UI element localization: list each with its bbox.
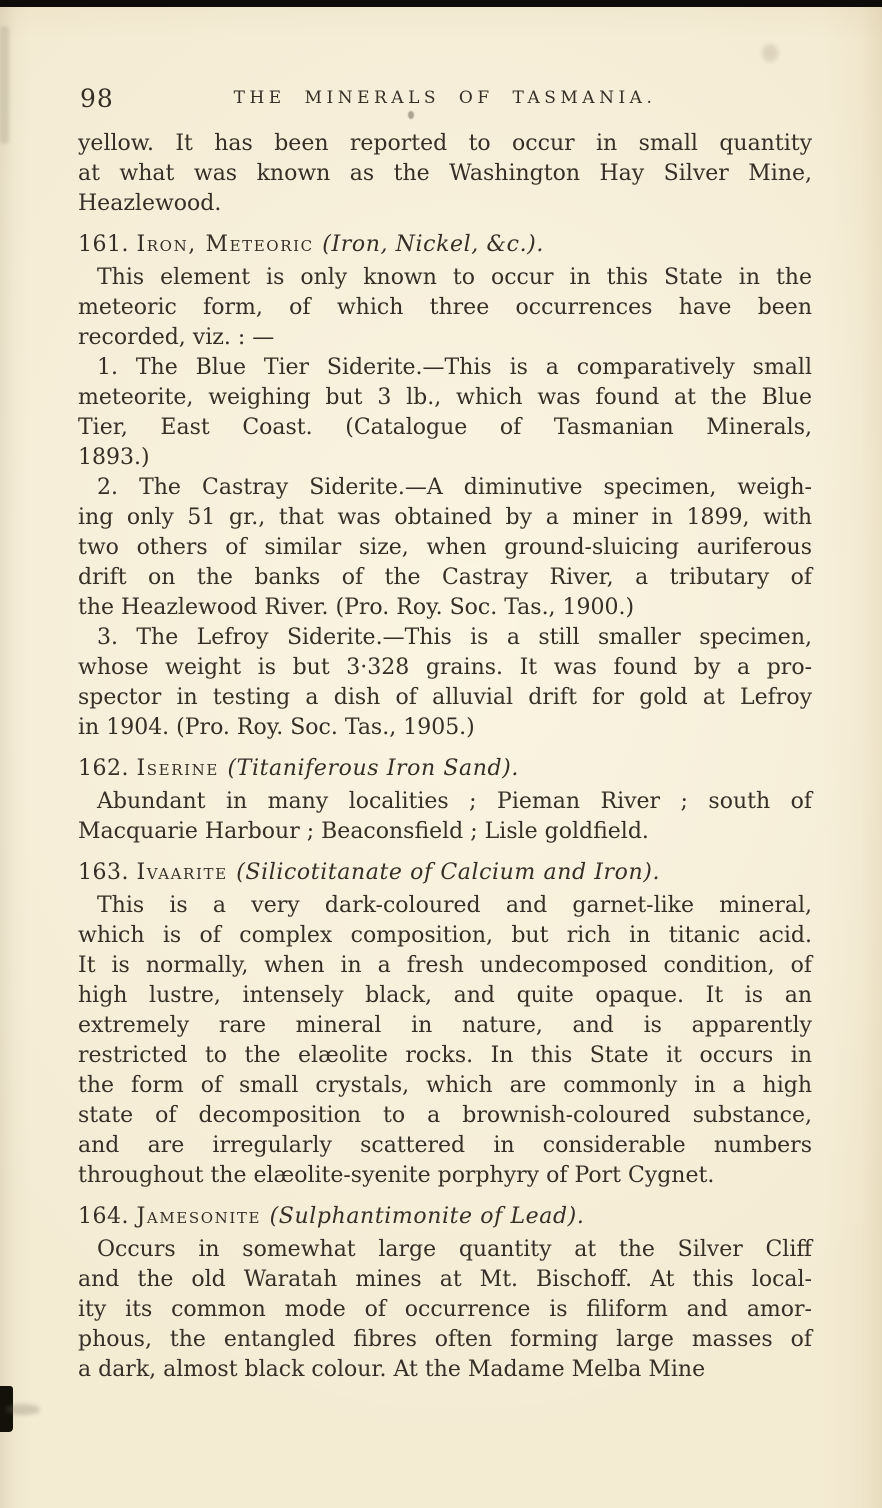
mineral-qualifier: (Titaniferous Iron Sand). — [227, 756, 519, 781]
text-line: drift on the banks of the Castray River, a tributary of — [78, 565, 812, 590]
paragraph — [78, 473, 812, 623]
page-body — [78, 129, 812, 1385]
section-number: 161. — [78, 232, 137, 257]
mineral-qualifier: (Silicotitanate of Calcium and Iron). — [236, 860, 661, 885]
text-line: Tier, East Coast. (Catalogue of Tasmanian Minerals, — [78, 415, 812, 440]
text-line: whose weight is but 3·328 grains. It was found by a pro- — [78, 655, 812, 680]
text-line: extremely rare mineral in nature, and is apparently — [78, 1013, 812, 1038]
text-line: in 1904. (Pro. Roy. Soc. Tas., 1905.) — [78, 715, 475, 740]
section-heading — [78, 1202, 812, 1232]
mineral-qualifier: (Iron, Nickel, &c.). — [322, 232, 544, 257]
paragraph — [78, 787, 812, 847]
paper-smudge — [762, 44, 778, 62]
paragraph — [78, 1235, 812, 1385]
text-line: Macquarie Harbour ; Beaconsfield ; Lisle goldfield. — [78, 819, 649, 844]
text-line: 3. The Lefroy Siderite.—This is a still smaller specimen, — [97, 625, 812, 650]
text-line: and are irregularly scattered in considerable numbers — [78, 1133, 812, 1158]
text-line: Occurs in somewhat large quantity at the Silver Cliff — [97, 1237, 812, 1262]
section-number: 163. — [78, 860, 137, 885]
section-number: 162. — [78, 756, 137, 781]
section-heading — [78, 754, 812, 784]
text-line: recorded, viz. : — — [78, 325, 275, 350]
paragraph — [78, 353, 812, 473]
text-line: at what was known as the Washington Hay Silver Mine, — [78, 161, 812, 186]
paragraph — [78, 263, 812, 353]
running-header-title: THE MINERALS OF TASMANIA. — [233, 88, 657, 108]
text-line: high lustre, intensely black, and quite opaque. It is an — [78, 983, 812, 1008]
text-line: the Heazlewood River. (Pro. Roy. Soc. Tas., 1900.) — [78, 595, 635, 620]
text-line: meteorite, weighing but 3 lb., which was found at the Blue — [78, 385, 812, 410]
text-line: two others of similar size, when ground-sluicing auriferous — [78, 535, 812, 560]
paragraph — [78, 623, 812, 743]
text-line: 2. The Castray Siderite.—A diminutive specimen, weigh- — [97, 475, 812, 500]
paragraph — [78, 129, 812, 219]
section-heading — [78, 230, 812, 260]
text-line: This is a very dark-coloured and garnet-like mineral, — [97, 893, 812, 918]
page-header — [78, 84, 812, 116]
text-line: ity its common mode of occurrence is filiform and amor- — [78, 1297, 812, 1322]
mineral-qualifier: (Sulphantimonite of Lead). — [269, 1204, 585, 1229]
mineral-name: Iserine — [136, 756, 228, 781]
text-line: and the old Waratah mines at Mt. Bischoff. At this local- — [78, 1267, 812, 1292]
text-line: which is of complex composition, but rich in titanic acid. — [78, 923, 812, 948]
text-line: It is normally, when in a fresh undecomposed condition, of — [78, 953, 812, 978]
text-line: a dark, almost black colour. At the Madame Melba Mine — [78, 1357, 706, 1382]
text-line: the form of small crystals, which are commonly in a high — [78, 1073, 812, 1098]
mineral-name: Jamesonite — [136, 1204, 270, 1229]
text-line: 1. The Blue Tier Siderite.—This is a comparatively small — [97, 355, 812, 380]
paragraph — [78, 891, 812, 1191]
text-line: Abundant in many localities ; Pieman River ; south of — [97, 789, 812, 814]
section-number: 164. — [78, 1204, 137, 1229]
text-line: 1893.) — [78, 445, 150, 470]
text-line: yellow. It has been reported to occur in small quantity — [78, 131, 812, 156]
text-line: state of decomposition to a brownish-coloured substance, — [78, 1103, 812, 1128]
text-line: Heazlewood. — [78, 191, 222, 216]
text-line: meteoric form, of which three occurrences have been — [78, 295, 812, 320]
paper-smudge — [6, 1404, 40, 1415]
text-line: This element is only known to occur in this State in the — [97, 265, 812, 290]
text-line: spector in testing a dish of alluvial drift for gold at Lefroy — [78, 685, 812, 710]
text-line: ing only 51 gr., that was obtained by a miner in 1899, with — [78, 505, 812, 530]
scan-edge-top-bar — [0, 0, 882, 7]
text-line: restricted to the elæolite rocks. In this State it occurs in — [78, 1043, 812, 1068]
section-heading — [78, 858, 812, 888]
text-line: phous, the entangled fibres often forming large masses of — [78, 1327, 812, 1352]
mineral-name: Ivaarite — [136, 860, 237, 885]
text-line: throughout the elæolite-syenite porphyry of Port Cygnet. — [78, 1163, 715, 1188]
mineral-name: Iron, Meteoric — [136, 232, 323, 257]
paper-edge-shadow — [0, 26, 9, 144]
page-number: 98 — [80, 84, 114, 113]
